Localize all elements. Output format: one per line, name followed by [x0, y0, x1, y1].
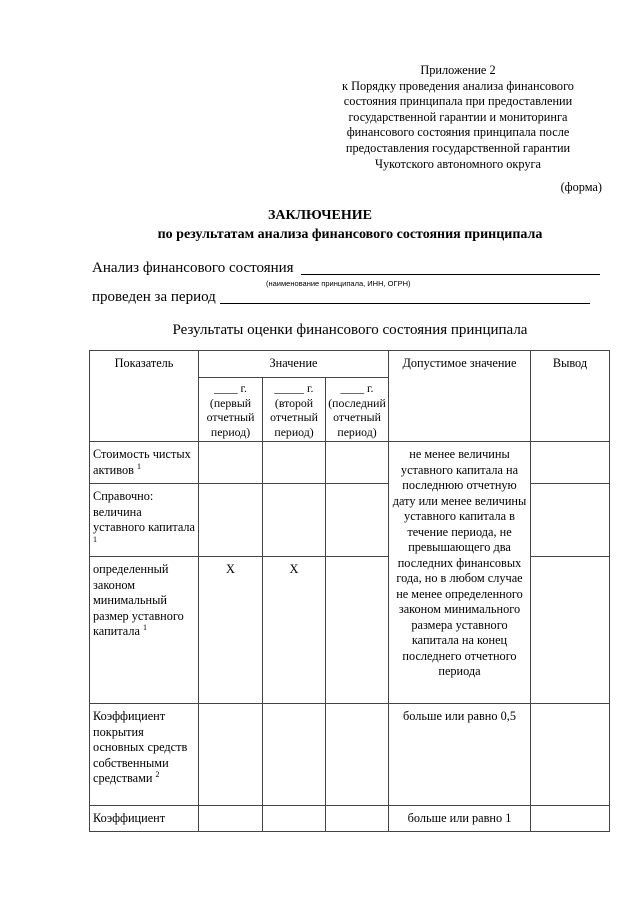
value-cell[interactable]	[263, 806, 326, 832]
allowed-value: больше или равно 1	[389, 806, 531, 832]
conclusion-cell[interactable]	[531, 442, 610, 484]
footnote-mark: 2	[155, 769, 160, 779]
period-name: (первый	[209, 395, 252, 410]
conclusion-cell[interactable]	[531, 704, 610, 806]
value-cell[interactable]	[326, 557, 389, 704]
appendix-line: Чукотского автономного округа	[375, 156, 541, 171]
period-tail: период)	[210, 424, 251, 439]
appendix-line: Приложение 2	[420, 63, 496, 77]
header-value: Значение	[199, 351, 389, 378]
row-label-text: Коэффициент покрытия основных средств собственными средствами	[93, 709, 188, 785]
row-label-text: определенный законом минимальный размер уставного капитала	[93, 562, 184, 638]
conclusion-cell[interactable]	[531, 806, 610, 832]
header-conclusion: Вывод	[531, 351, 610, 442]
value-cell[interactable]	[199, 484, 263, 557]
value-cell[interactable]	[199, 704, 263, 806]
row-legal-min-label	[90, 557, 199, 704]
footnote-mark: 1	[93, 534, 97, 544]
period-header-first	[199, 378, 263, 442]
value-cell[interactable]	[199, 442, 263, 484]
value-cell[interactable]	[326, 806, 389, 832]
period-year: ____ г.	[214, 381, 247, 395]
allowed-value-merged: не менее величины уставного капитала на последнюю отчетную дату или менее величины уставного капитала в течение периода, не превышающего два последних финансовых года, но в любом случае не менее определенного законом минимального размера уставного капитала на конец последнего отчетного периода	[389, 442, 531, 704]
appendix-block	[318, 63, 598, 172]
value-cell[interactable]	[326, 704, 389, 806]
period-name: (второй	[274, 395, 314, 410]
appendix-line: предоставления государственной гарантии	[345, 140, 571, 155]
period-suffix: отчетный	[206, 410, 255, 425]
results-title: Результаты оценки финансового состояния принципала	[172, 322, 528, 338]
period-label: проведен за период	[92, 289, 216, 305]
row-coefficient-label: Коэффициент	[90, 806, 199, 832]
appendix-line: государственной гарантии и мониторинга	[348, 109, 568, 124]
conclusion-cell[interactable]	[531, 557, 610, 704]
period-tail: период)	[337, 424, 377, 439]
period-year: _____ г.	[274, 381, 314, 395]
header-indicator: Показатель	[90, 351, 199, 442]
row-fixed-assets-label	[90, 704, 199, 806]
value-cell[interactable]	[263, 704, 326, 806]
principal-name-hint: (наименование принципала, ИНН, ОГРН)	[266, 279, 411, 288]
principal-name-field[interactable]	[301, 274, 600, 275]
footnote-mark: 1	[136, 461, 141, 471]
analysis-label: Анализ финансового состояния	[92, 260, 294, 276]
row-label-text: Справочно: величина уставного капитала	[93, 489, 196, 534]
period-field[interactable]	[220, 303, 590, 304]
document-subtitle: по результатам анализа финансового состояния принципала	[157, 227, 543, 242]
row-label-text: Стоимость чистых активов	[93, 447, 191, 477]
row-reference-label	[90, 484, 199, 557]
row-net-assets-label	[90, 442, 199, 484]
period-suffix: отчетный	[270, 410, 318, 425]
appendix-line: финансового состояния принципала после	[346, 125, 570, 140]
document-title: ЗАКЛЮЧЕНИЕ	[267, 208, 373, 223]
value-cell[interactable]	[263, 484, 326, 557]
period-header-last	[326, 378, 389, 442]
period-year: ____ г.	[340, 381, 374, 395]
value-cell[interactable]	[263, 442, 326, 484]
conclusion-cell[interactable]	[531, 484, 610, 557]
header-allowed: Допустимое значение	[389, 351, 531, 442]
appendix-line: к Порядку проведения анализа финансового	[342, 78, 574, 93]
x-mark-second: Х	[263, 557, 326, 704]
value-cell[interactable]	[326, 484, 389, 557]
period-tail: период)	[274, 424, 314, 439]
appendix-line: состояния принципала при предоставлении	[343, 94, 573, 109]
value-cell[interactable]	[199, 806, 263, 832]
value-cell[interactable]	[326, 442, 389, 484]
period-name: (последний	[328, 395, 386, 410]
period-suffix: отчетный	[333, 410, 381, 425]
period-header-second	[263, 378, 326, 442]
allowed-value: больше или равно 0,5	[389, 704, 531, 806]
footnote-mark: 1	[143, 622, 148, 632]
form-label: (форма)	[560, 180, 602, 194]
x-mark-first: Х	[199, 557, 263, 704]
results-table	[89, 350, 610, 832]
